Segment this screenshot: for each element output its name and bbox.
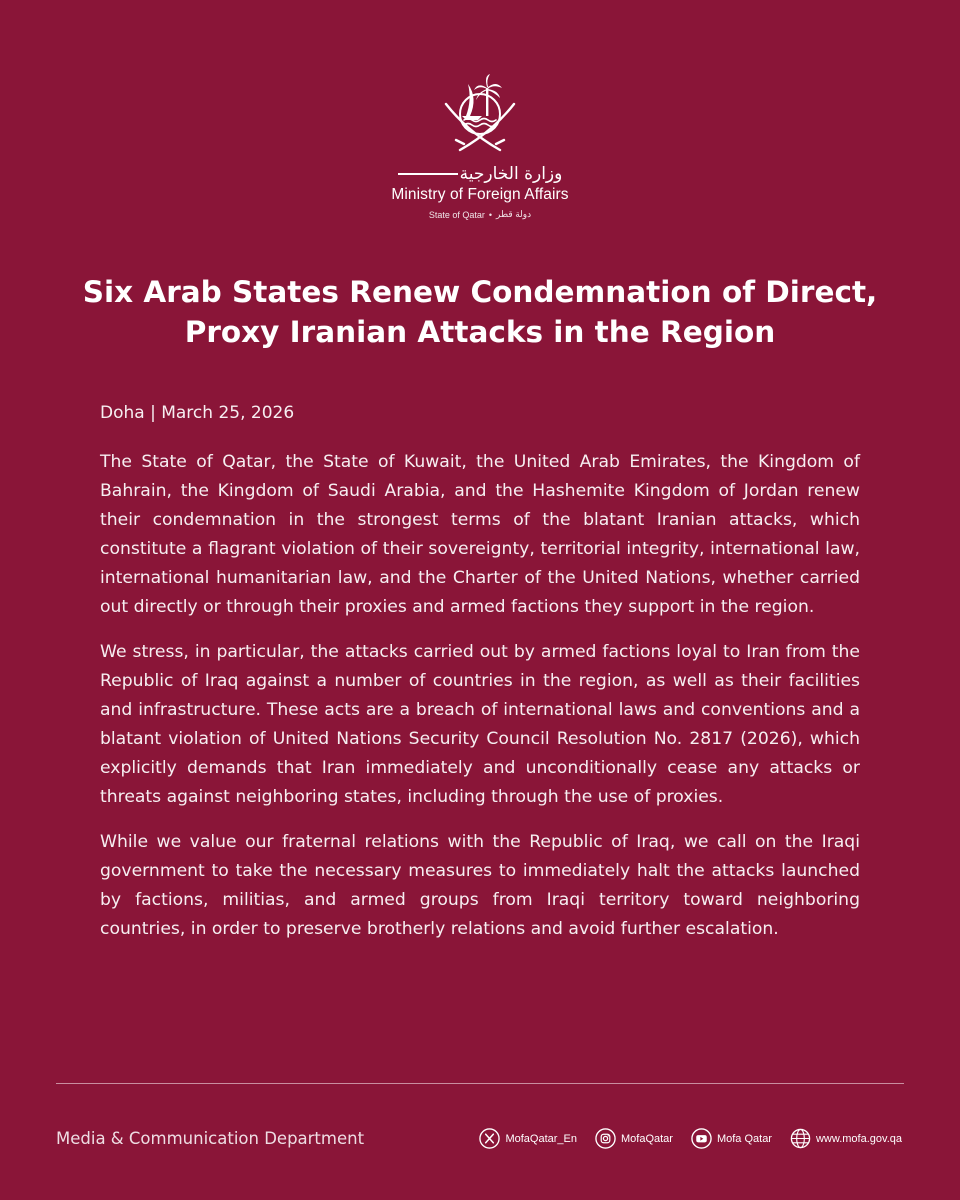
paragraph-1: The State of Qatar, the State of Kuwait, the United Arab Emirates, the Kingdom of Bahrain, the Kingdom of Saudi Arabia, and the Hashemite Kingdom of Jordan renew their condemnation in the strongest terms of the blatant Iranian attacks, which constitute a flagrant violation of their sovereignty, territorial integrity, international law, international humanitarian law, and the Charter of the United Nations, whether carried out directly or through their proxies and armed factions they support in the region. (100, 452, 860, 617)
instagram-handle: MofaQatar (620, 1132, 673, 1145)
x-link[interactable] (479, 1128, 577, 1149)
youtube-icon (691, 1128, 712, 1149)
instagram-icon (595, 1128, 616, 1149)
youtube-handle: Mofa Qatar (716, 1132, 772, 1145)
statement-body (100, 448, 860, 960)
arabic-underline (398, 173, 458, 175)
page-title (60, 272, 900, 352)
title-line-2: Proxy Iranian Attacks in the Region (184, 315, 776, 349)
title-line-1: Six Arab States Renew Condemnation of Direct, (82, 275, 878, 309)
footer-divider (56, 1083, 904, 1084)
website-link[interactable] (790, 1128, 902, 1149)
ministry-name-english: Ministry of Foreign Affairs (391, 186, 569, 203)
globe-icon (790, 1128, 811, 1149)
paragraph-3: While we value our fraternal relations with the Republic of Iraq, we call on the Iraqi government to take the necessary measures to immediately halt the attacks launched by factions, militias, and armed groups from Iraqi territory toward neighboring countries, in order to preserve brotherly relations and avoid further escalation. (100, 832, 860, 939)
x-icon (479, 1128, 500, 1149)
dateline: Doha | March 25, 2026 (100, 403, 295, 423)
website-url: www.mofa.gov.qa (815, 1132, 902, 1145)
youtube-link[interactable] (691, 1128, 772, 1149)
state-name-en: State of Qatar (428, 209, 485, 220)
arabic-name-text: وزارة الخارجية (459, 164, 563, 184)
qatar-emblem-icon (438, 70, 522, 160)
x-handle: MofaQatar_En (505, 1132, 577, 1145)
social-links (479, 1128, 902, 1149)
department-name: Media & Communication Department (56, 1129, 365, 1148)
instagram-link[interactable] (595, 1128, 673, 1149)
paragraph-2: We stress, in particular, the attacks carried out by armed factions loyal to Iran from the Republic of Iraq against a number of countries in the region, as well as their facilities and infrastructure. These acts are a breach of international laws and conventions and a blatant violation of United Nations Security Council Resolution No. 2817 (2026), which explicitly demands that Iran immediately and unconditionally cease any attacks or threats against neighboring states, including through the use of proxies. (100, 642, 860, 807)
ministry-name-arabic (398, 164, 563, 184)
state-name (429, 209, 531, 220)
ministry-logo (0, 70, 960, 220)
bullet-separator: • (488, 209, 493, 220)
state-name-ar: دولة قطر (496, 209, 532, 219)
